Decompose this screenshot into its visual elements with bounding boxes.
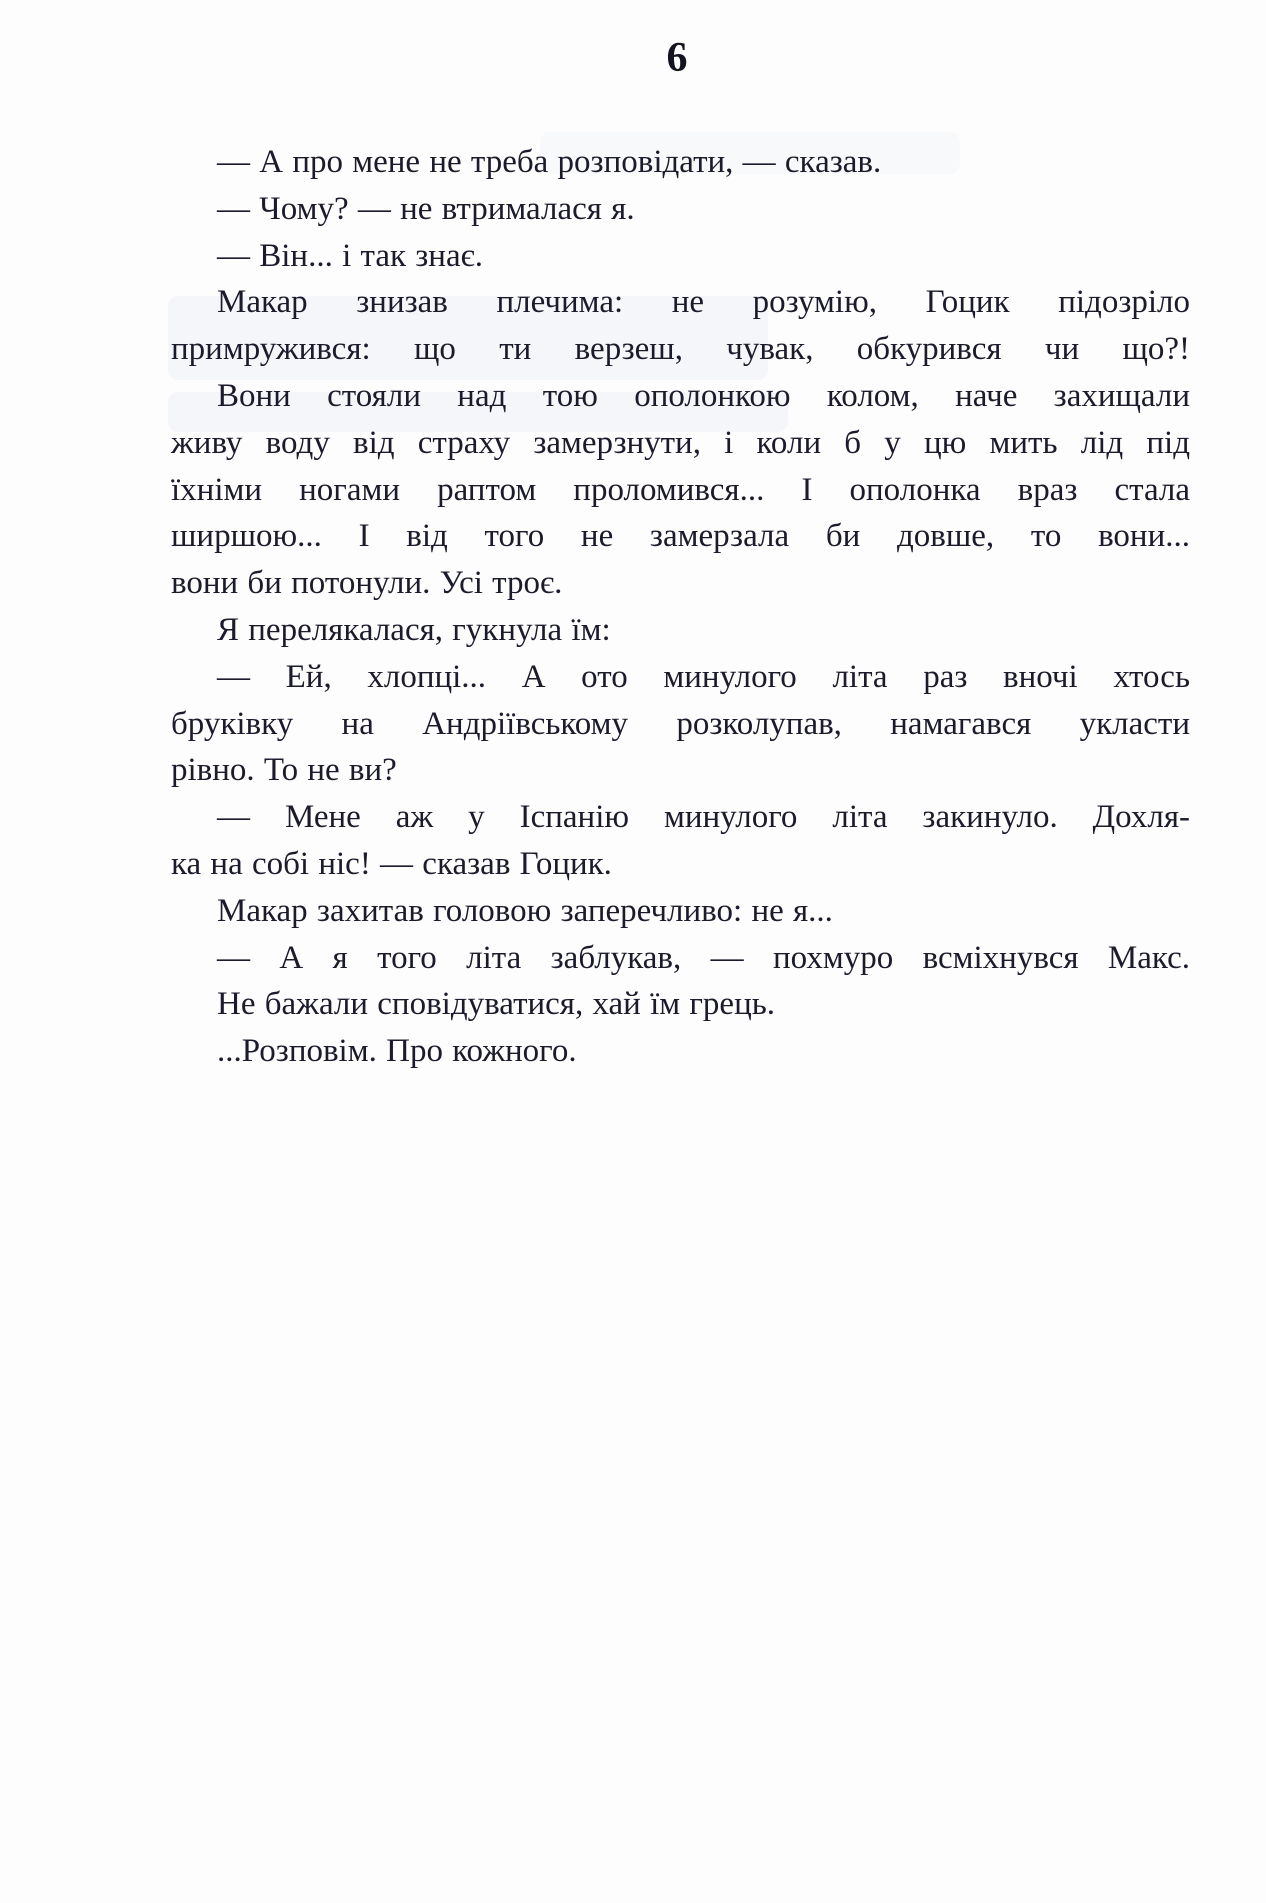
text-line: примружився: що ти верзеш, чувак, обкурився чи що?! [171, 331, 1190, 368]
text-line: — Чому? — не втрималася я. [217, 190, 635, 227]
text-line: Вони стояли над тою ополонкою колом, наче захищали [217, 377, 1190, 414]
page-body [171, 139, 1190, 1075]
text-line: — А про мене не треба розповідати, — сказав. [217, 144, 882, 180]
text-line: бруківку на Андріївському розколупав, намагався укласти [171, 705, 1190, 742]
text-line: ка на собі ніс! — сказав Гоцик. [171, 845, 612, 882]
text-line: — А я того літа заблукав, — похмуро всміхнувся Макс. [217, 939, 1190, 976]
text-line: — Ей, хлопці... А ото минулого літа раз вночі хтось [217, 658, 1190, 695]
text-line: — Він... і так знає. [217, 237, 484, 274]
text-line: їхніми ногами раптом проломився... І ополонка враз стала [171, 471, 1190, 508]
text-line: Макар знизав плечима: не розумію, Гоцик підозріло [217, 284, 1190, 321]
text-line: рівно. То не ви? [171, 752, 397, 789]
text-line: ширшою... І від того не замерзала би довше, то вони... [171, 518, 1190, 555]
text-line: Не бажали сповідуватися, хай їм грець. [217, 986, 776, 1023]
text-line: вони би потонули. Усі троє. [171, 565, 563, 602]
text-line: Я перелякалася, гукнула їм: [217, 611, 611, 648]
text-line: ...Розповім. Про кожного. [217, 1033, 577, 1070]
text-line: живу воду від страху замерзнути, і коли б у цю мить лід під [171, 424, 1190, 461]
text-line: — Мене аж у Іспанію минулого літа закинуло. Дохля- [217, 799, 1190, 836]
text-line: Макар захитав головою заперечливо: не я... [217, 892, 833, 929]
page-number: 6 [666, 35, 688, 81]
